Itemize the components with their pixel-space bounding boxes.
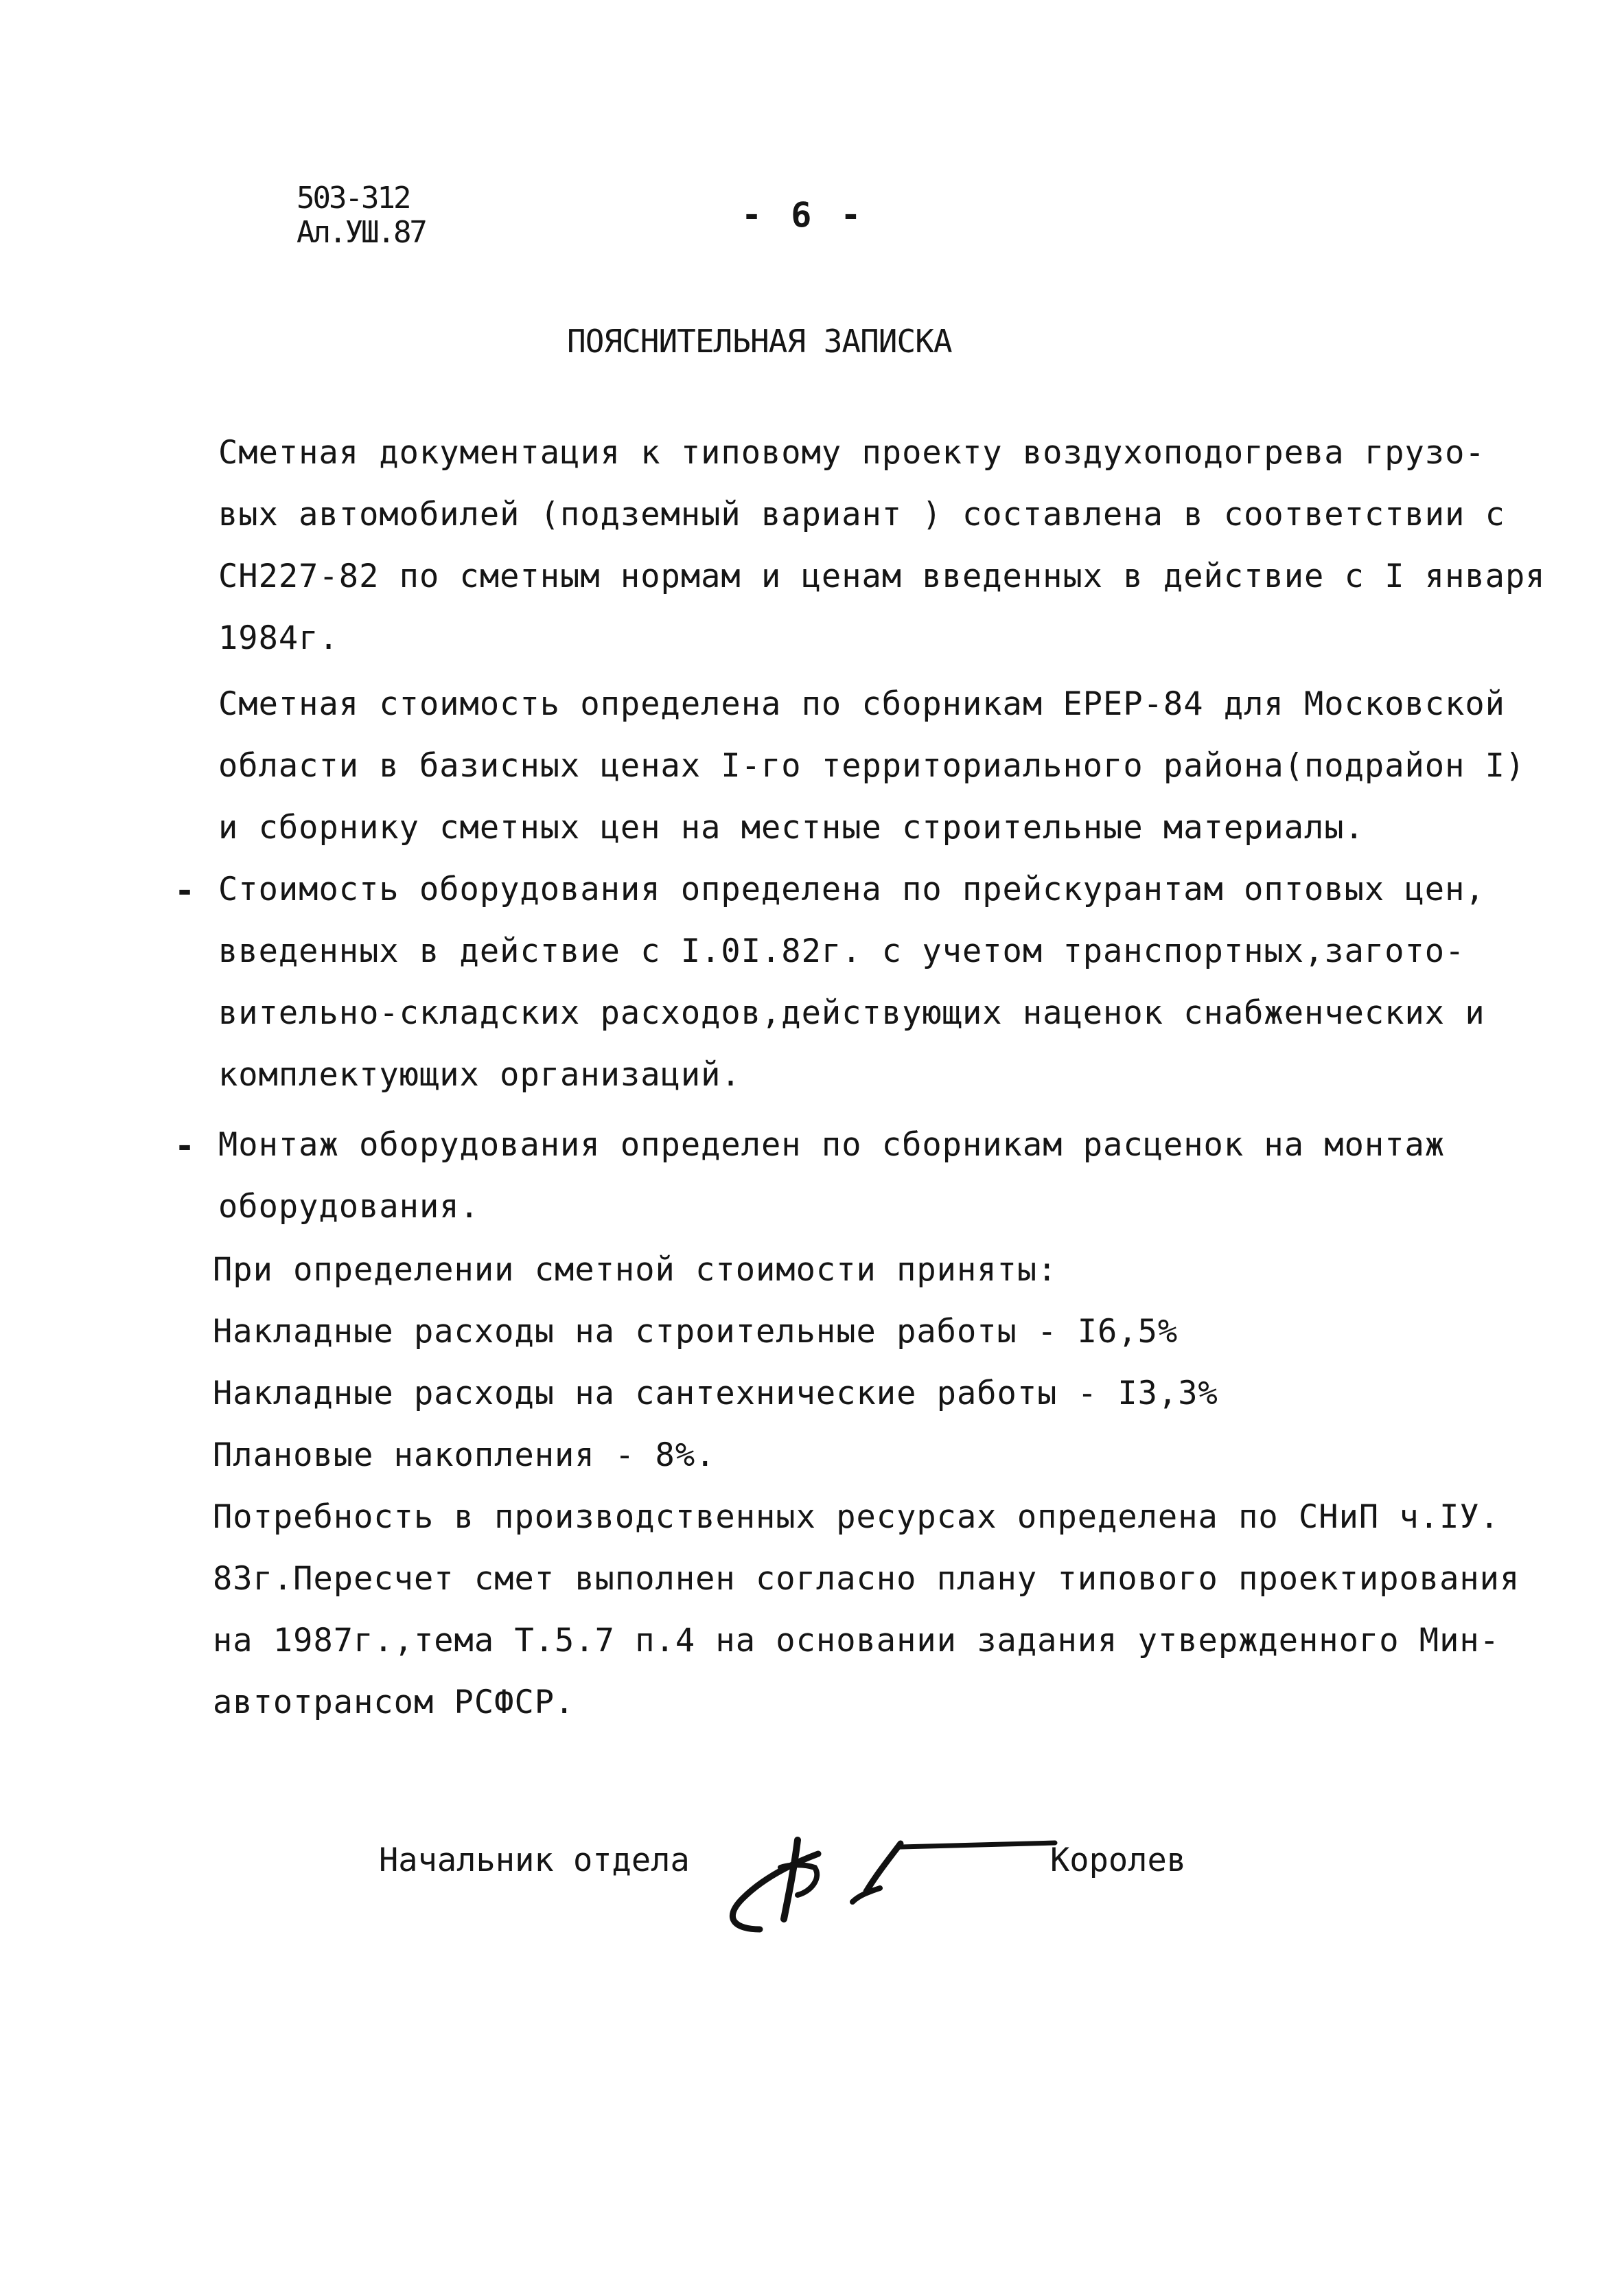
document-code xyxy=(297,181,426,250)
text-line-20: на 1987г.,тема Т.5.7 п.4 на основании задания утвержденного Мин- xyxy=(213,1622,1500,1659)
text-line-5: Сметная стоимость определена по сборникам ЕРЕР-84 для Московской xyxy=(218,685,1505,723)
text-line-7: и сборнику сметных цен на местные строительные материалы. xyxy=(218,809,1365,847)
text-line-8: Стоимость оборудования определена по прейскурантам оптовых цен, xyxy=(218,871,1485,908)
handwritten-signature xyxy=(695,1826,1065,1950)
text-line-17: Плановые накопления - 8%. xyxy=(213,1436,716,1474)
text-line-13: оборудования. xyxy=(218,1188,480,1226)
text-line-15: Накладные расходы на строительные работы - I6,5% xyxy=(213,1313,1179,1351)
text-line-18: Потребность в производственных ресурсах определена по СНиП ч.IУ. xyxy=(213,1498,1500,1536)
bullet-dash: - xyxy=(174,1126,196,1166)
page-number: - 6 - xyxy=(741,195,866,235)
text-line-10: вительно-складских расходов,действующих наценок снабженческих и xyxy=(218,994,1485,1032)
text-line-14: При определении сметной стоимости приняты: xyxy=(213,1251,1058,1289)
album-code: Ал.УШ.87 xyxy=(297,215,426,250)
text-line-2: вых автомобилей (подземный вариант ) составлена в соответствии с xyxy=(218,496,1505,533)
text-line-1: Сметная документация к типовому проекту воздухоподогрева грузо- xyxy=(218,434,1485,472)
bullet-dash: - xyxy=(174,871,196,910)
text-line-3: СН227-82 по сметным нормам и ценам введенных в действие с I января xyxy=(218,558,1546,595)
text-line-4: 1984г. xyxy=(218,619,339,657)
text-line-21: автотрансом РСФСР. xyxy=(213,1684,575,1721)
text-line-19: 83г.Пересчет смет выполнен согласно плану типового проектирования xyxy=(213,1560,1520,1598)
text-line-9: введенных в действие с I.0I.82г. с учетом транспортных,загото- xyxy=(218,932,1465,970)
text-line-6: области в базисных ценах I-го территориального района(подрайон I) xyxy=(218,747,1526,785)
signature-block xyxy=(379,1826,1271,1950)
page-title: ПОЯСНИТЕЛЬНАЯ ЗАПИСКА xyxy=(567,323,952,360)
signer-name: Королев xyxy=(1050,1841,1187,1879)
project-code: 503-312 xyxy=(297,181,410,216)
text-line-11: комплектующих организаций. xyxy=(218,1056,741,1094)
text-line-16: Накладные расходы на сантехнические работы - I3,3% xyxy=(213,1375,1218,1412)
text-line-12: Монтаж оборудования определен по сборникам расценок на монтаж xyxy=(218,1126,1446,1164)
signature-title: Начальник отдела xyxy=(379,1841,690,1879)
